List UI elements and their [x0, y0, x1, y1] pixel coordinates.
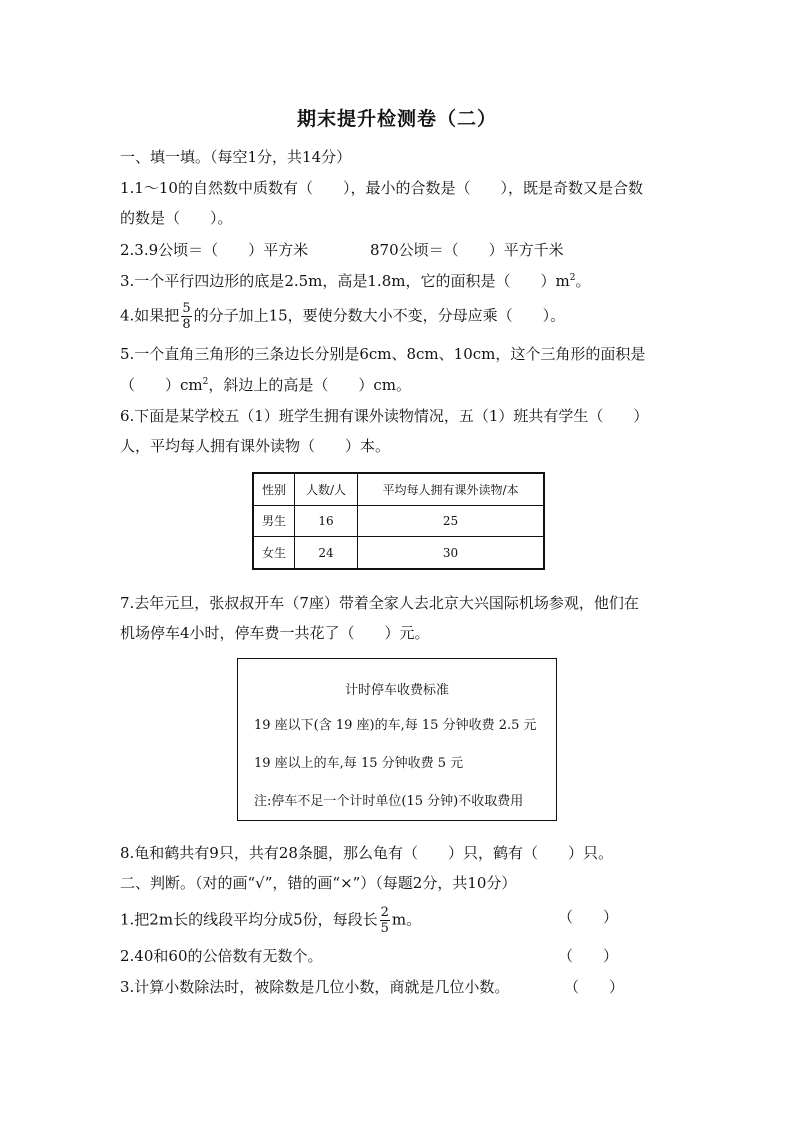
page-title: 期末提升检测卷（二） — [296, 108, 497, 130]
question-7-line-2: 机场停车4小时，停车费一共花了（ ）元。 — [120, 624, 430, 642]
table-cell: 24 — [295, 537, 358, 569]
question-4-numerator: 5 — [182, 301, 191, 316]
table-cell: 16 — [295, 505, 358, 536]
judge-1-numerator: 2 — [380, 905, 389, 920]
judge-2-answer-box[interactable]: （ ） — [558, 947, 619, 965]
parking-fee-title: 计时停车收费标准 — [344, 683, 449, 698]
reading-survey-table — [252, 472, 545, 570]
question-8: 8.龟和鹤共有9只，共有28条腿，那么龟有（ ）只，鹤有（ ）只。 — [120, 844, 613, 862]
question-5-line-1: 5.一个直角三角形的三条边长分别是6cm、8cm、10cm，这个三角形的面积是 — [120, 345, 646, 363]
question-5-line-2-b: ，斜边上的高是（ ）cm。 — [208, 376, 411, 394]
table-cell: 男生 — [253, 505, 295, 536]
question-3-end: 。 — [575, 272, 591, 290]
judge-1-before: 1.把2m长的线段平均分成5份，每段长 — [120, 910, 378, 929]
judge-3: 3.计算小数除法时，被除数是几位小数，商就是几位小数。 — [120, 978, 510, 996]
question-5-superscript: 2 — [202, 377, 209, 387]
question-2-part-1: 2.3.9公顷＝（ ）平方米 — [120, 241, 309, 259]
table-header-cell: 人数/人 — [295, 473, 358, 505]
question-3 — [120, 270, 590, 291]
parking-note: 注:停车不足一个计时单位(15 分钟)不收取费用 — [254, 794, 524, 809]
parking-rule-2: 19 座以上的车,每 15 分钟收费 5 元 — [254, 756, 464, 771]
judge-1-denominator: 5 — [380, 921, 389, 936]
table-row — [253, 537, 544, 569]
question-4-denominator: 8 — [182, 317, 191, 332]
question-2-part-2: 870公顷＝（ ）平方千米 — [370, 241, 564, 259]
parking-fee-box — [237, 658, 557, 821]
table-cell: 25 — [358, 505, 545, 536]
section1-heading: 一、填一填。（每空1分，共14分） — [120, 148, 352, 166]
section2-heading: 二、判断。（对的画“√”，错的画“×”）（每题2分，共10分） — [120, 874, 517, 892]
judge-3-answer-box[interactable]: （ ） — [564, 978, 625, 996]
judge-1-after: m。 — [391, 910, 422, 929]
question-7-line-1: 7.去年元旦，张叔叔开车（7座）带着全家人去北京大兴国际机场参观，他们在 — [120, 594, 639, 612]
question-5-line-2 — [120, 374, 411, 395]
judge-1 — [120, 906, 421, 935]
question-6-line-2: 人，平均每人拥有课外读物（ ）本。 — [120, 437, 391, 455]
question-1-line-2: 的数是（ ）。 — [120, 209, 233, 227]
question-4-after: 的分子加上15，要使分数大小不变，分母应乘（ ）。 — [193, 306, 566, 325]
question-4-before: 4.如果把 — [120, 306, 180, 325]
question-4 — [120, 302, 565, 331]
judge-1-fraction — [380, 906, 390, 935]
question-3-superscript: 2 — [569, 273, 576, 283]
table-cell: 30 — [358, 537, 545, 569]
question-3-text: 3.一个平行四边形的底是2.5m，高是1.8m，它的面积是（ ）m — [120, 272, 570, 290]
table-header-row — [253, 473, 544, 505]
table-header-cell: 平均每人拥有课外读物/本 — [358, 473, 545, 505]
table-row — [253, 505, 544, 536]
judge-1-answer-box[interactable]: （ ） — [558, 908, 619, 926]
judge-2: 2.40和60的公倍数有无数个。 — [120, 947, 323, 965]
question-6-line-1: 6.下面是某学校五（1）班学生拥有课外读物情况，五（1）班共有学生（ ） — [120, 407, 649, 425]
parking-rule-1: 19 座以下(含 19 座)的车,每 15 分钟收费 2.5 元 — [254, 718, 537, 733]
question-5-line-2-a: （ ）cm — [120, 376, 203, 394]
question-4-fraction — [181, 302, 191, 331]
question-1-line-1: 1.1～10的自然数中质数有（ ），最小的合数是（ ），既是奇数又是合数 — [120, 179, 643, 197]
table-header-cell: 性别 — [253, 473, 295, 505]
table-cell: 女生 — [253, 537, 295, 569]
